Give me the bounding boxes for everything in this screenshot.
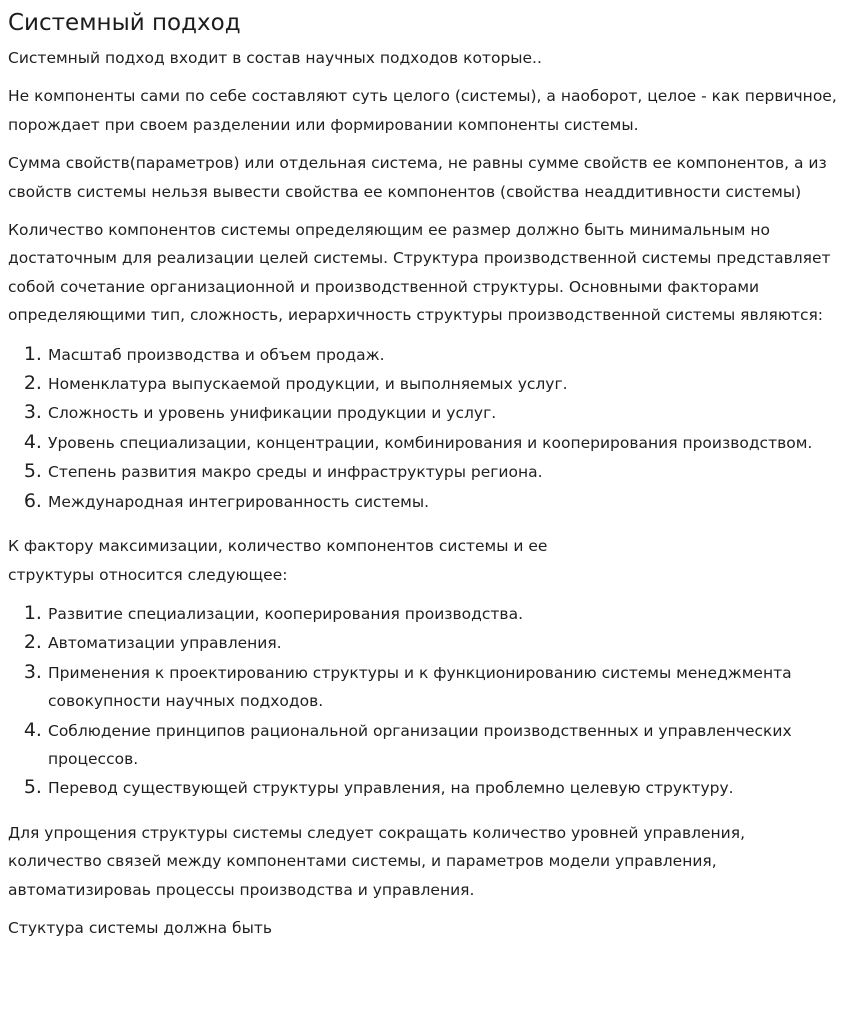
list-item: 5. Перевод существующей структуры управления, на проблемно целевую структуру.: [48, 773, 839, 802]
list-item: 4. Уровень специализации, концентрации, комбинирования и кооперирования производством.: [48, 428, 839, 457]
list-item: 6. Международная интегрированность системы.: [48, 487, 839, 516]
list-item: 3. Сложность и уровень унификации продукции и услуг.: [48, 398, 839, 427]
list-item: 4. Соблюдение принципов рациональной организации производственных и управленческих процессов.: [48, 716, 839, 774]
intro-paragraph: Системный подход входит в состав научных подходов которые..: [8, 49, 542, 67]
list-item: 2. Номенклатура выпускаемой продукции, и выполняемых услуг.: [48, 369, 839, 398]
maximization-list: [8, 599, 839, 803]
article: [0, 8, 847, 942]
paragraph-properties: Сумма свойств(параметров) или отдельная система, не равны сумме свойств ее компонентов, а из свойств системы нельзя вывести свойства ее компонентов (свойства неаддитивности системы): [8, 154, 827, 201]
list-item: 5. Степень развития макро среды и инфраструктуры региона.: [48, 457, 839, 486]
paragraph-structure: Количество компонентов системы определяющим ее размер должно быть минимальным но достаточным для реализации целей системы. Структура производственной системы представляет собой сочетание организационной и производственной структуры. Основными факторами определяющими тип, сложность, иерархичность структуры производственной системы являются:: [8, 221, 831, 325]
paragraph-components: Не компоненты сами по себе составляют суть целого (системы), а наоборот, целое - как первичное, порождает при своем разделении или формировании компоненты системы.: [8, 87, 837, 134]
list-item: 2. Автоматизации управления.: [48, 628, 839, 657]
list-item: 3. Применения к проектированию структуры и к функционированию системы менеджмента совокупности научных подходов.: [48, 658, 839, 716]
paragraph-simplification: Для упрощения структуры системы следует сокращать количество уровней управления, количество связей между компонентами системы, и параметров модели управления, автоматизироваь процессы производства и управления.: [8, 823, 745, 899]
list-item: 1. Масштаб производства и объем продаж.: [48, 340, 839, 369]
page-title: Системный подход: [8, 10, 241, 36]
list-item: 1. Развитие специализации, кооперирования производства.: [48, 599, 839, 628]
paragraph-maximization: К фактору максимизации, количество компонентов системы и ее структуры относится следующее:: [8, 537, 548, 584]
factors-list: [8, 340, 839, 516]
paragraph-requirements: Стуктура системы должна быть: [8, 918, 272, 937]
